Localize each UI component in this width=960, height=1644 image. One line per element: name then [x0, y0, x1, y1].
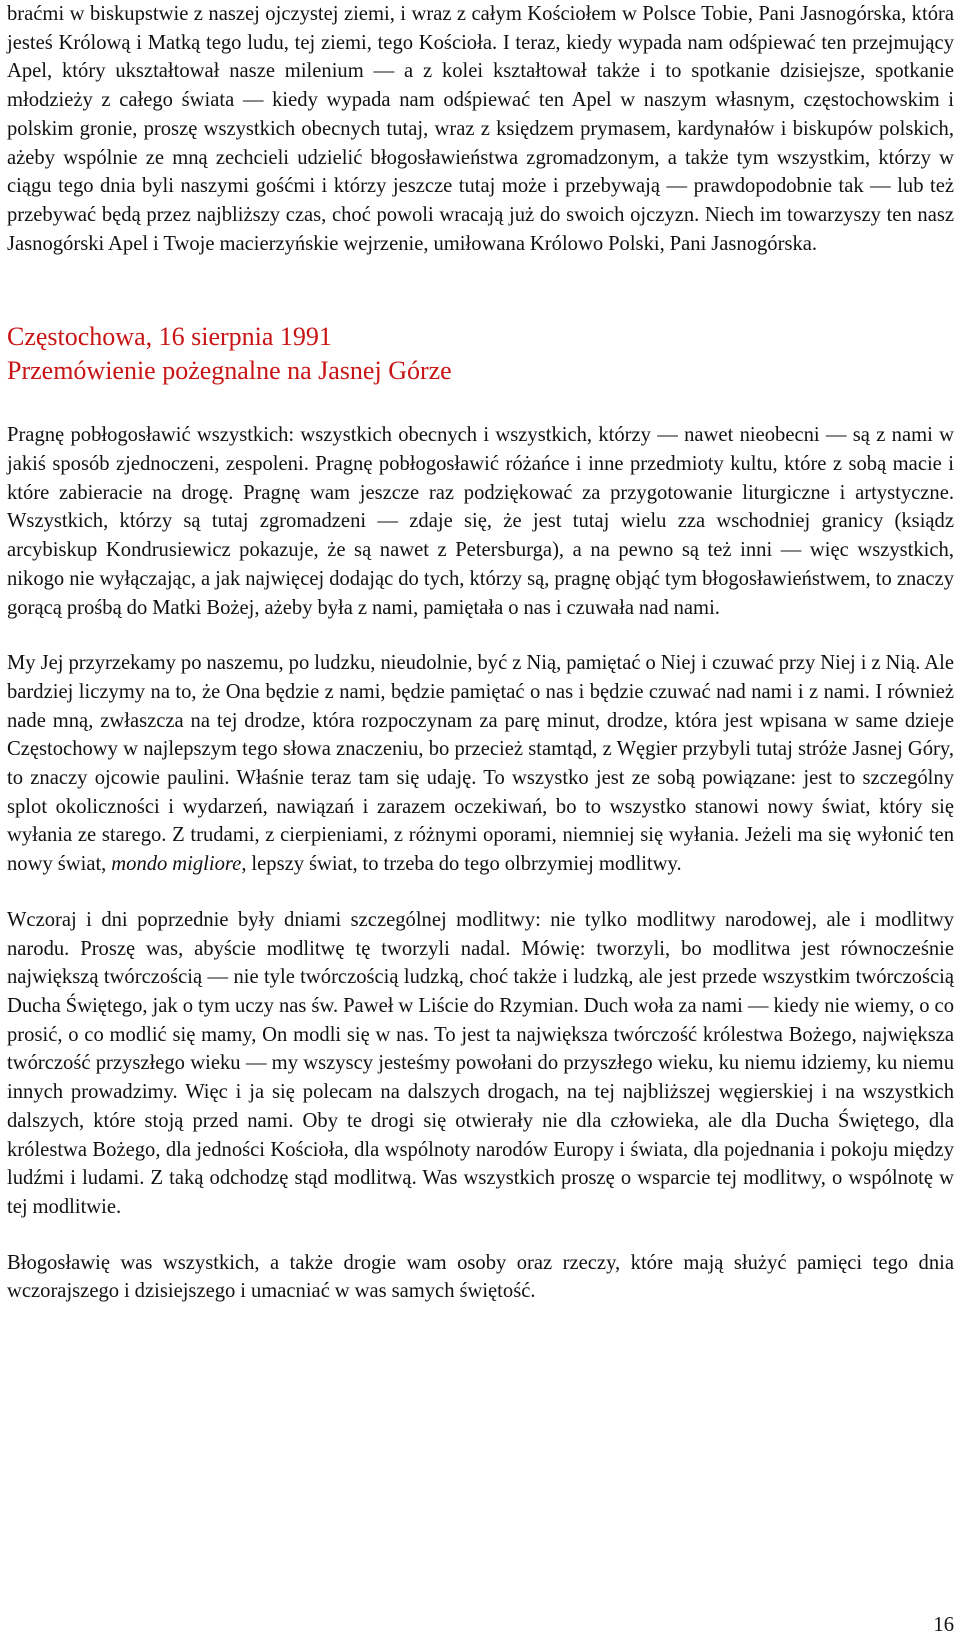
paragraph-2-italic: mondo migliore — [111, 853, 242, 876]
paragraph-3: Wczoraj i dni poprzednie były dniami szczególnej modlitwy: nie tylko modlitwy narodowej, ale i modlitwy narodu. Proszę was, abyście modlitwę tę tworzyli nadal. Mówię: tworzyli, bo modlitwa jest równocześnie największą twórczością — nie tyle twórczością ludzką, choć także i ludzką, ale jest przede wszystkim twórczością Ducha Świętego, jak o tym uczy nas św. Paweł w Liście do Rzymian. Duch woła za nami — kiedy nie wiemy, o co prosić, o co modlić się mamy, On modli się w nas. To jest ta największa twórczość królestwa Bożego, największa twórczość przyszłego wieku — my wszyscy jesteśmy powołani do przyszłego wieku, ku niemu idziemy, ku niemu innych prowadzimy. Więc i ja się polecam na dalszych drogach, na tej najbliższej węgierskiej i na wszystkich dalszych, które stoją przed nami. Oby te drogi się otwierały nie dla człowieka, ale dla Ducha Świętego, dla królestwa Bożego, dla jedności Kościoła, dla wspólnoty narodów Europy i świata, dla pojednania i pokoju między ludźmi i ludami. Z taką odchodzę stąd modlitwą. Was wszystkich proszę o wsparcie tej modlitwy, o wspólnotę w tej modlitwie. — [7, 908, 954, 1218]
section-heading — [7, 320, 954, 388]
paragraph-2-text-a: My Jej przyrzekamy po naszemu, po ludzku, nieudolnie, być z Nią, pamiętać o Niej i czuwać przy Niej i z Nią. Ale bardziej liczymy na to, że Ona będzie z nami, będzie pamiętać o nas i będzie czuwać nad nami i z nami. I również nade mną, zwłaszcza na tej drodze, która rozpoczynam za parę minut, drodze, która jest wpisana w same dzieje Częstochowy w najlepszym tego słowa znaczeniu, bo przecież stamtąd, z Węgier przybyli tutaj stróże Jasnej Góry, to znaczy ojcowie paulini. Właśnie teraz tam się udaję. To wszystko jest ze sobą powiązane: jest to szczególny splot okoliczności i wydarzeń, nawiązań i zarazem oczekiwań, bo to wszystko stanowi nowy świat, który się wyłania ze starego. Z trudami, z cierpieniami, z różnymi oporami, niemniej się wyłania. Jeżeli ma się wyłonić ten nowy świat, — [7, 652, 954, 876]
document-page — [7, 0, 954, 1306]
intro-paragraph: braćmi w biskupstwie z naszej ojczystej ziemi, i wraz z całym Kościołem w Polsce Tobie, Pani Jasnogórska, która jesteś Królową i Matką tego ludu, tej ziemi, tego Kościoła. I teraz, kiedy wypada nam odśpiewać ten przejmujący Apel, który ukształtował nasze milenium — a z kolei kształtował także i to spotkanie dzisiejsze, spotkanie młodzieży z całego świata — kiedy wypada nam odśpiewać ten Apel w naszym własnym, częstochowskim i polskim gronie, proszę wszystkich obecnych tutaj, wraz z księdzem prymasem, kardynałów i biskupów polskich, ażeby wspólnie ze mną zechcieli udzielić błogosławieństwa zgromadzonym, a także tym wszystkim, którzy w ciągu tego dnia byli naszymi gośćmi i którzy jeszcze tutaj może i przebywają — prawdopodobnie tak — lub też przebywać będą przez najbliższy czas, choć powoli wracają już do swoich ojczyzn. Niech im towarzyszy ten nasz Jasnogórski Apel i Twoje macierzyńskie wejrzenie, umiłowana Królowo Polski, Pani Jasnogórska. — [7, 3, 954, 255]
paragraph-4: Błogosławię was wszystkich, a także drogie wam osoby oraz rzeczy, które mają służyć pamięci tego dnia wczorajszego i dzisiejszego i umacniać w was samych świętość. — [7, 1251, 954, 1303]
paragraph-1: Pragnę pobłogosławić wszystkich: wszystkich obecnych i wszystkich, którzy — nawet nieobecni — są z nami w jakiś sposób zjednoczeni, zespoleni. Pragnę pobłogosławić różańce i inne przedmioty kultu, które z sobą macie i które zabieracie na drogę. Pragnę wam jeszcze raz podziękować za przygotowanie liturgiczne i artystyczne. Wszystkich, którzy są tutaj zgromadzeni — zdaje się, że jest tutaj wielu zza wschodniej granicy (ksiądz arcybiskup Kondrusiewicz pokazuje, że są nawet z Petersburga), a na pewno są też inni — więc wszystkich, nikogo nie wyłączając, a jak najwięcej dodając do tych, którzy są, pragnę objąć tym błogosławieństwem, to znaczy gorącą prośbą do Matki Bożej, ażeby była z nami, pamiętała o nas i czuwała nad nami. — [7, 424, 954, 619]
paragraph-2 — [7, 649, 954, 879]
page-number: 16 — [933, 1614, 954, 1636]
heading-title: Przemówienie pożegnalne na Jasnej Górze — [7, 356, 452, 386]
paragraph-2-text-b: , lepszy świat, to trzeba do tego olbrzymiej modlitwy. — [241, 853, 682, 876]
heading-place-date: Częstochowa, 16 sierpnia 1991 — [7, 322, 332, 352]
